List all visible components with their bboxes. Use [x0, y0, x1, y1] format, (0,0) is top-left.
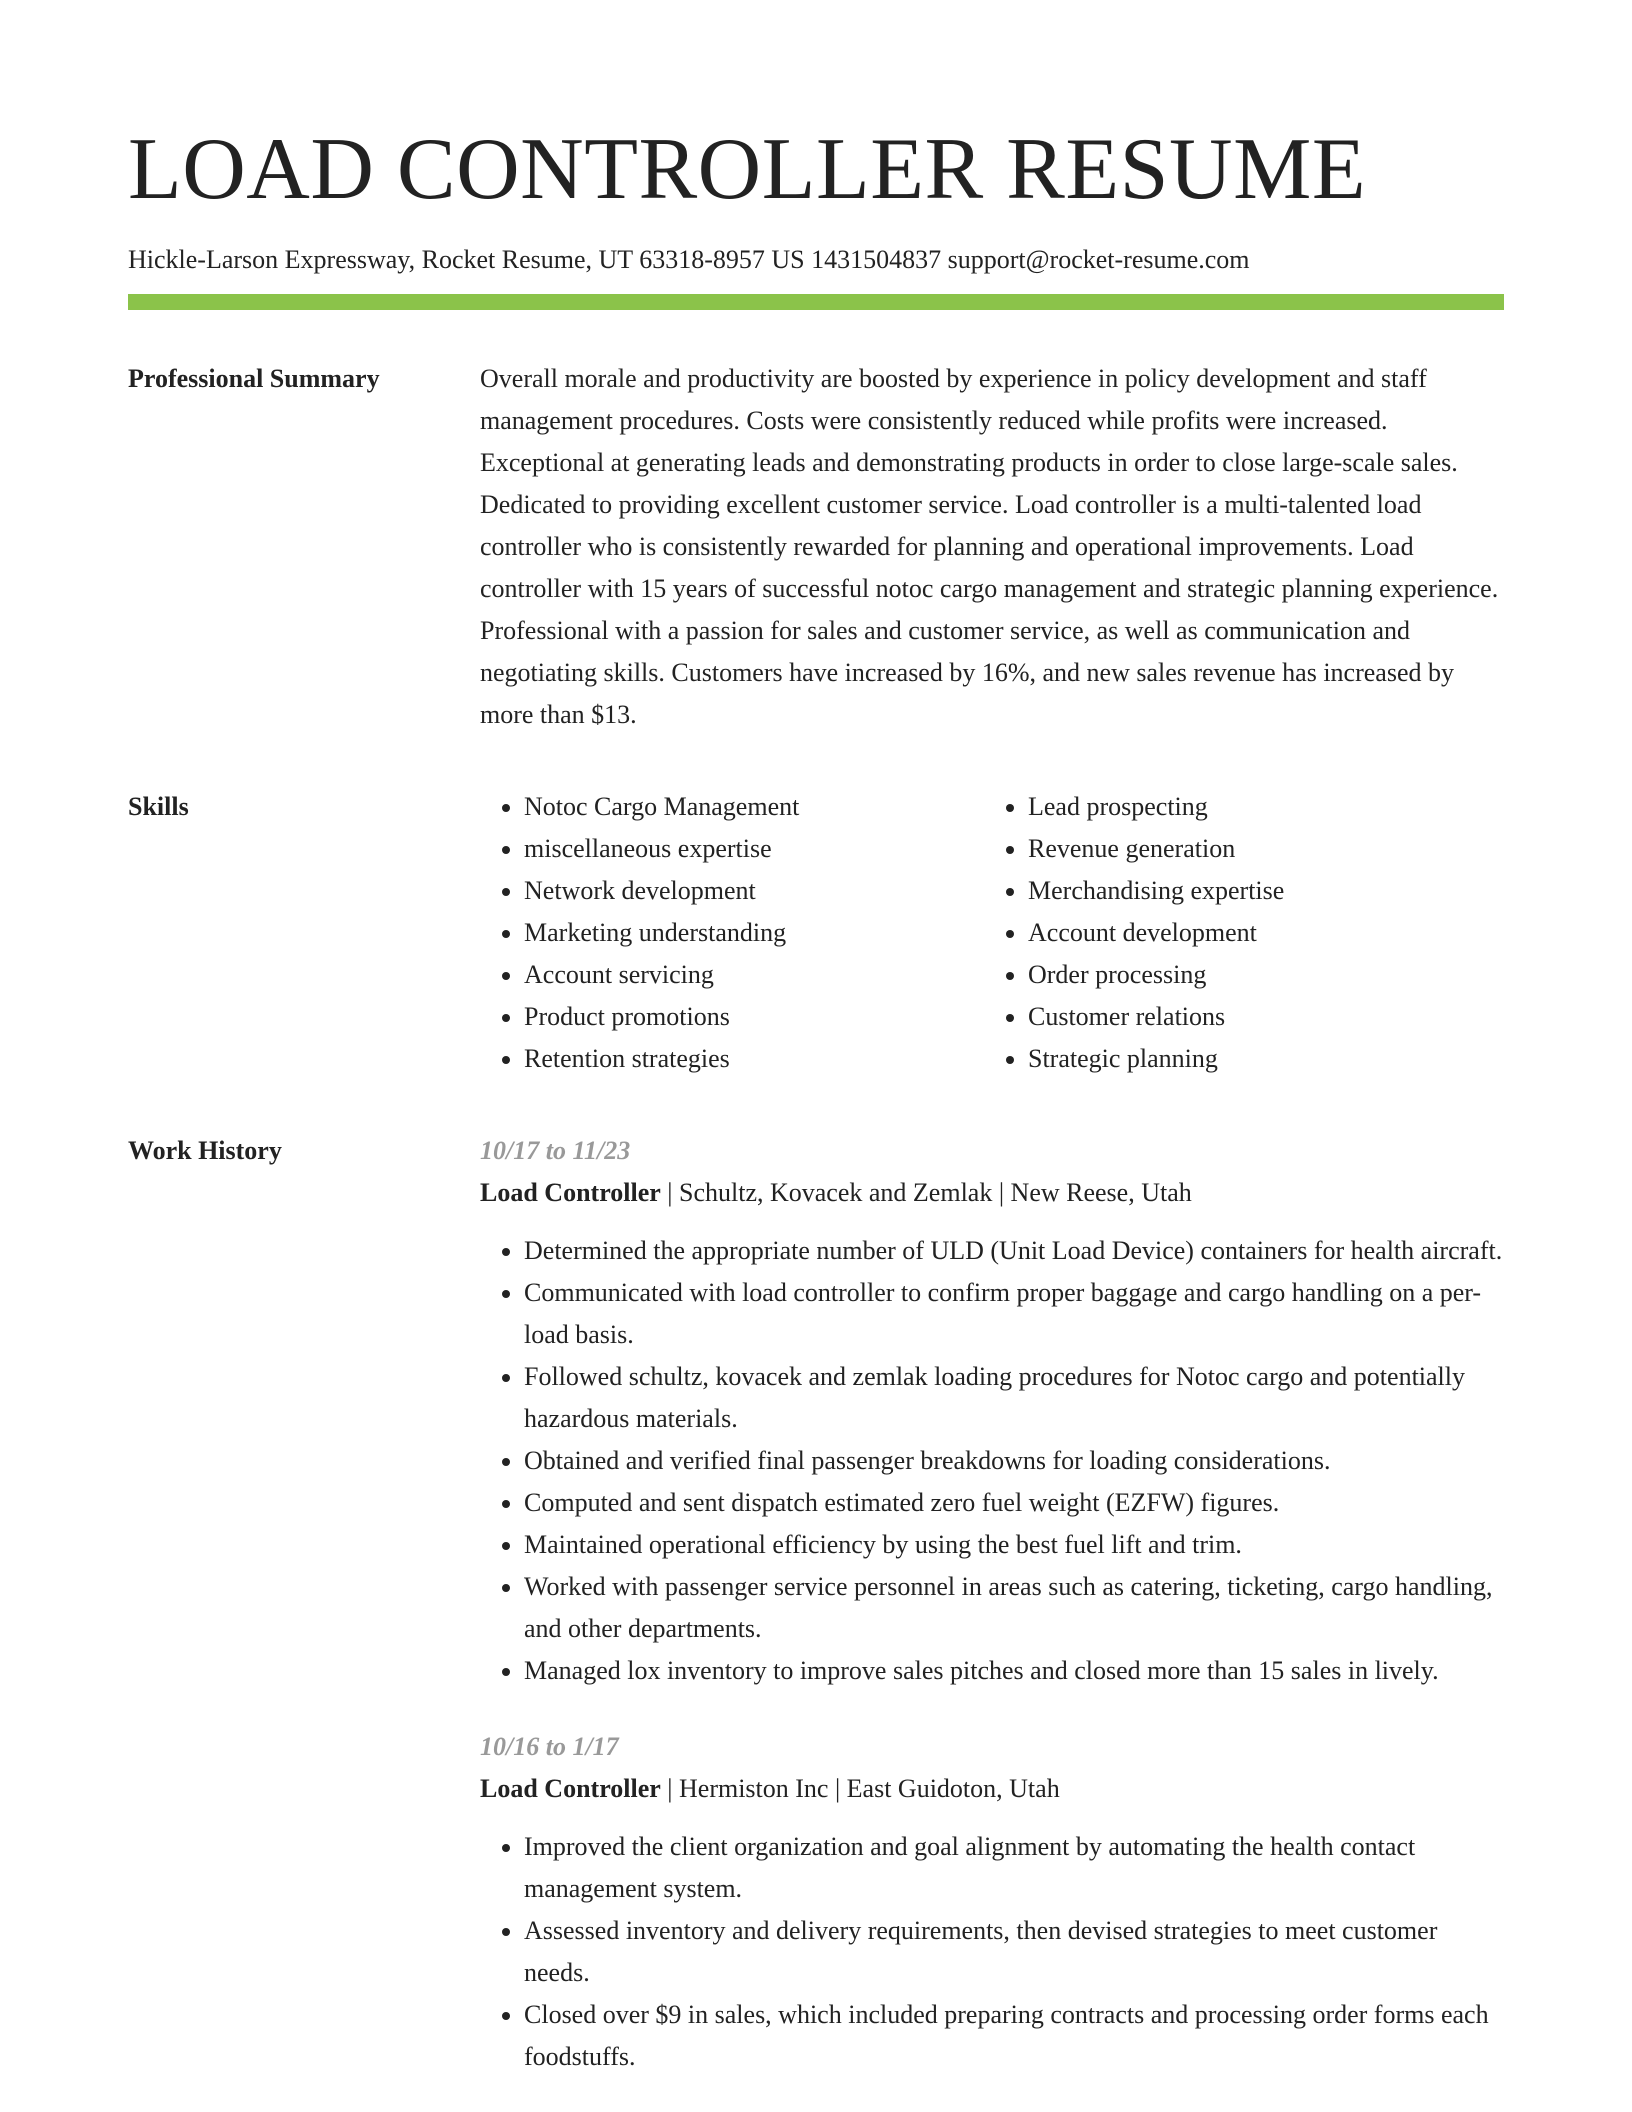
job-bullet: • Obtained and verified final passenger breakdowns for loading considerations. — [524, 1440, 1504, 1482]
skill-item: • Lead prospecting — [1028, 786, 1488, 828]
job-entry — [480, 1130, 1504, 1692]
contact-info: Hickle-Larson Expressway, Rocket Resume, UT 63318-8957 US 1431504837 support@rocket-resume.com — [128, 245, 1250, 274]
skill-item: • Marketing understanding — [524, 912, 984, 954]
job-entry — [480, 1726, 1504, 2078]
skill-item: • Account development — [1028, 912, 1488, 954]
job-title: Load Controller — [480, 1178, 661, 1207]
job-bullet: • Maintained operational efficiency by using the best fuel lift and trim. — [524, 1524, 1504, 1566]
work-history-section — [128, 1130, 1504, 2112]
job-details: | Hermiston Inc | East Guidoton, Utah — [660, 1774, 1060, 1803]
job-bullets — [480, 1826, 1504, 2078]
skill-item: • Notoc Cargo Management — [524, 786, 984, 828]
skill-item: • miscellaneous expertise — [524, 828, 984, 870]
job-line — [480, 1768, 1504, 1810]
skills-list-right — [984, 786, 1488, 1080]
skills-body — [480, 786, 1504, 1080]
job-dates: 10/17 to 11/23 — [480, 1136, 631, 1165]
work-history-body — [480, 1130, 1504, 2112]
work-history-heading: Work History — [128, 1136, 282, 1165]
job-line — [480, 1172, 1504, 1214]
skill-item: • Customer relations — [1028, 996, 1488, 1038]
skills-heading: Skills — [128, 792, 189, 821]
resume-title: LOAD CONTROLLER RESUME — [128, 121, 1367, 218]
job-bullet: • Worked with passenger service personnel in areas such as catering, ticketing, cargo handling, and other departments. — [524, 1566, 1504, 1650]
job-details: | Schultz, Kovacek and Zemlak | New Reese, Utah — [660, 1178, 1192, 1207]
job-bullet: • Improved the client organization and goal alignment by automating the health contact management system. — [524, 1826, 1504, 1910]
accent-divider — [128, 294, 1504, 310]
skill-item: • Revenue generation — [1028, 828, 1488, 870]
skill-item: • Strategic planning — [1028, 1038, 1488, 1080]
job-title: Load Controller — [480, 1774, 661, 1803]
job-bullet: • Managed lox inventory to improve sales pitches and closed more than 15 sales in lively. — [524, 1650, 1504, 1692]
summary-section — [128, 358, 1504, 736]
skill-item: • Product promotions — [524, 996, 984, 1038]
skills-section — [128, 786, 1504, 1080]
skill-item: • Retention strategies — [524, 1038, 984, 1080]
job-bullet: • Closed over $9 in sales, which included preparing contracts and processing order forms each foodstuffs. — [524, 1994, 1504, 2078]
job-dates: 10/16 to 1/17 — [480, 1732, 619, 1761]
summary-heading: Professional Summary — [128, 364, 380, 393]
job-bullets — [480, 1230, 1504, 1692]
skill-item: • Account servicing — [524, 954, 984, 996]
summary-text: Overall morale and productivity are boosted by experience in policy development and staff management procedures. Costs were consistently reduced while profits were increased. Exceptional at generating leads and demonstrating products in order to close large-scale sales. Dedicated to providing excellent customer service. Load controller is a multi-talented load controller who is consistently rewarded for planning and operational improvements. Load controller with 15 years of successful notoc cargo management and strategic planning experience. Professional with a passion for sales and customer service, as well as communication and negotiating skills. Customers have increased by 16%, and new sales revenue has increased by more than $13. — [480, 364, 1499, 729]
job-bullet: • Computed and sent dispatch estimated zero fuel weight (EZFW) figures. — [524, 1482, 1504, 1524]
skills-list-left — [480, 786, 984, 1080]
skill-item: • Merchandising expertise — [1028, 870, 1488, 912]
job-bullet: • Followed schultz, kovacek and zemlak loading procedures for Notoc cargo and potentially hazardous materials. — [524, 1356, 1504, 1440]
job-bullet: • Assessed inventory and delivery requirements, then devised strategies to meet customer needs. — [524, 1910, 1504, 1994]
job-bullet: • Determined the appropriate number of ULD (Unit Load Device) containers for health aircraft. — [524, 1230, 1504, 1272]
summary-body — [480, 358, 1504, 736]
skill-item: • Network development — [524, 870, 984, 912]
skill-item: • Order processing — [1028, 954, 1488, 996]
job-bullet: • Communicated with load controller to confirm proper baggage and cargo handling on a per-load basis. — [524, 1272, 1504, 1356]
